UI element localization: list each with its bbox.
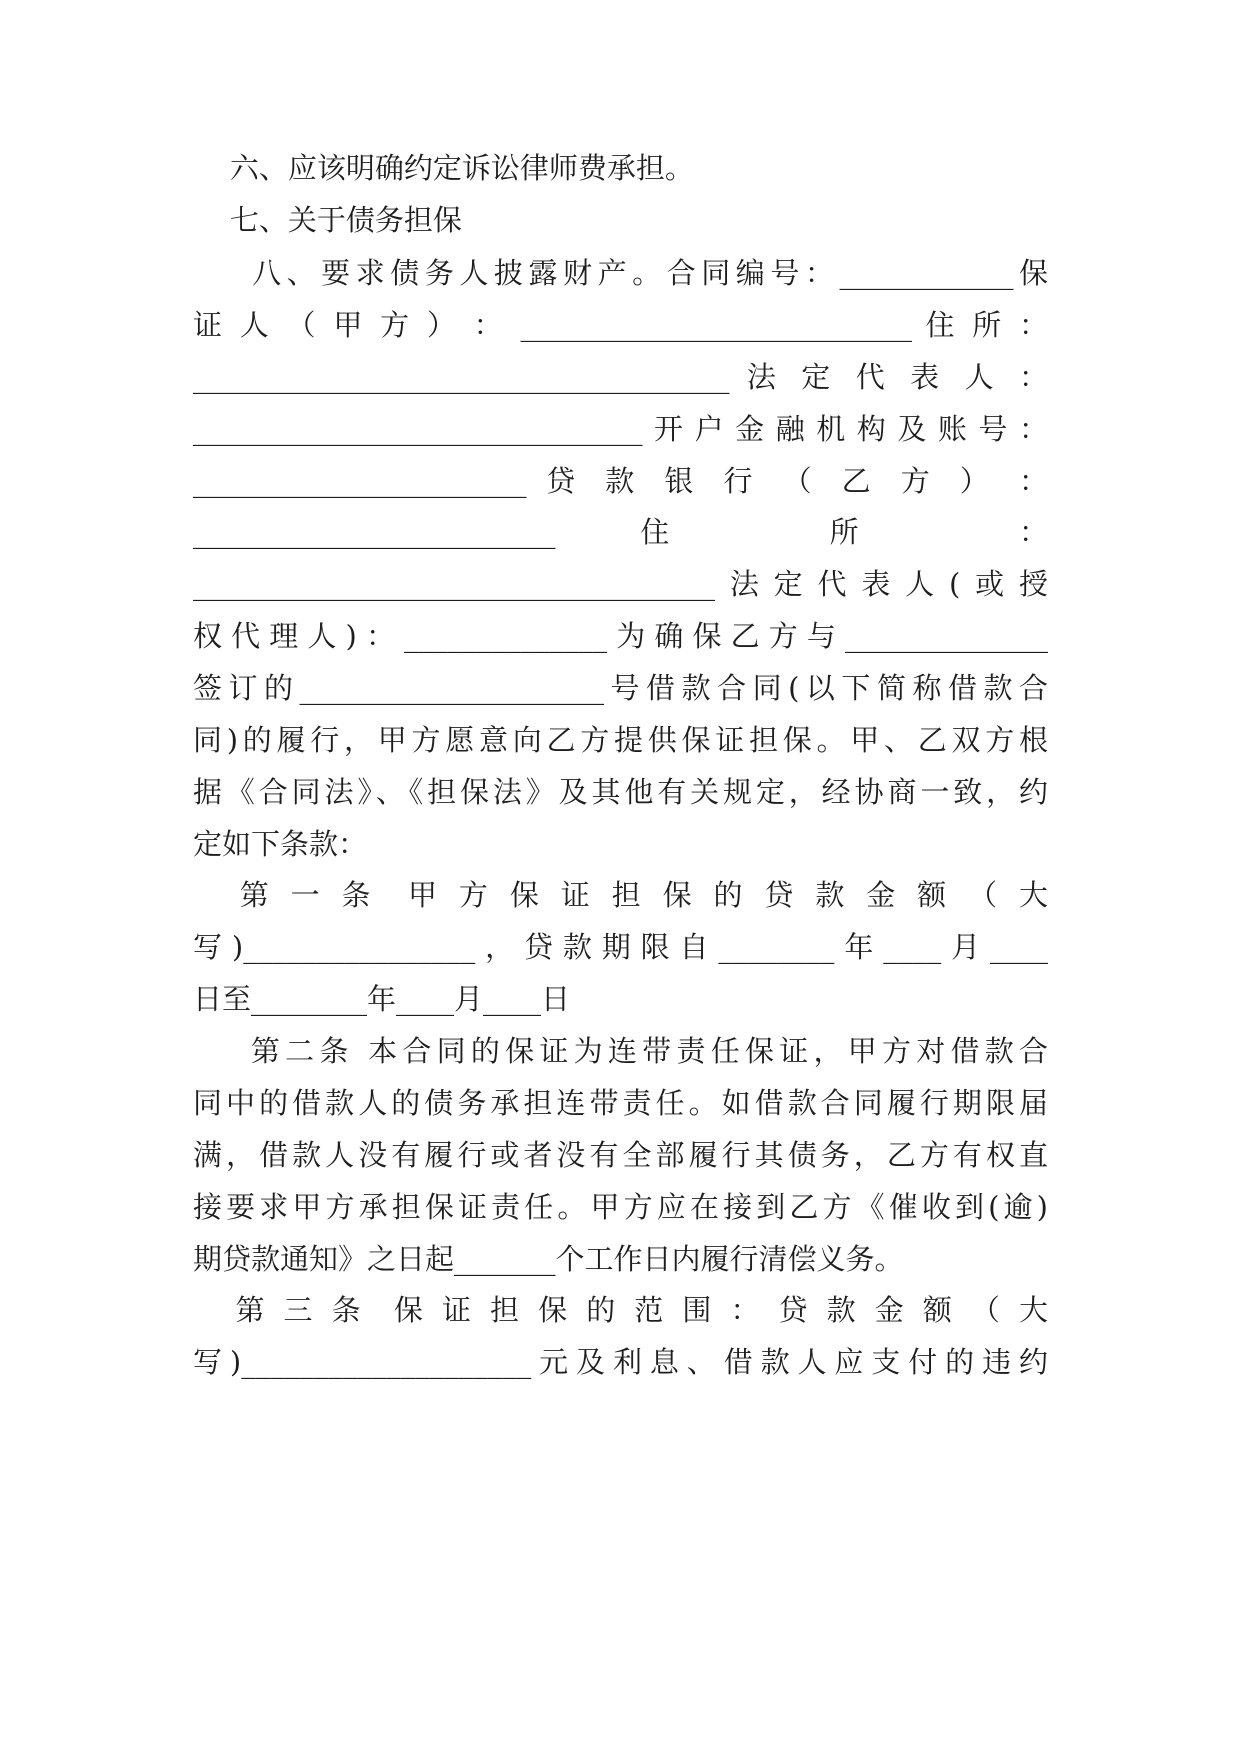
paragraph-line: 期贷款通知》之日起_______个工作日内履行清偿义务。 xyxy=(193,1242,904,1276)
paragraph-line: 第二条 本合同的保证为连带责任保证，甲方对借款合 xyxy=(193,1034,1048,1068)
paragraph-line: 六、应该明确约定诉讼律师费承担。 xyxy=(193,151,694,185)
paragraph-line: 同中的借款人的债务承担连带责任。如借款合同履行期限届 xyxy=(193,1086,1048,1120)
paragraph-line: 日至________年____月____日 xyxy=(193,982,571,1016)
paragraph-line: 定如下条款： xyxy=(193,827,368,861)
paragraph-line: 满，借款人没有履行或者没有全部履行其债务，乙方有权直 xyxy=(193,1138,1048,1172)
paragraph-line: 七、关于债务担保 xyxy=(193,203,462,237)
paragraph-line: _______________________________开户金融机构及账号： xyxy=(193,412,1048,446)
paragraph-line: 接要求甲方承担保证责任。甲方应在接到乙方《催收到(逾) xyxy=(193,1190,1048,1224)
paragraph-line: 证 人 （ 甲 方 ） ： ___________________________ 住 所 ： xyxy=(193,308,1048,342)
paragraph-line: 第 一 条 甲 方 保 证 担 保 的 贷 款 金 额 （ 大 xyxy=(193,878,1048,912)
paragraph-line: 写)________________，贷款期限自________年____月____ xyxy=(193,930,1048,964)
paragraph-line: _________________________ 住 所 ： xyxy=(193,515,1048,549)
paragraph-line: _______________________ 贷 款 银 行 （ 乙 方 ） ： xyxy=(193,464,1048,498)
paragraph-line: ____________________________________法定代表人(或授 xyxy=(193,567,1048,601)
paragraph-line: 权代理人)：______________为确保乙方与______________ xyxy=(193,619,1048,653)
paragraph-line: _____________________________________ 法 定 代 表 人 ： xyxy=(193,360,1048,394)
paragraph-line: 同)的履行，甲方愿意向乙方提供保证担保。甲、乙双方根 xyxy=(193,723,1048,757)
paragraph-line: 据《合同法》、《担保法》及其他有关规定，经协商一致，约 xyxy=(193,775,1048,809)
paragraph-line: 写)____________________元及利息、借款人应支付的违约 xyxy=(193,1345,1048,1379)
paragraph-line: 签订的_____________________号借款合同(以下简称借款合 xyxy=(193,671,1048,705)
paragraph-line: 八、要求债务人披露财产。合同编号：____________保 xyxy=(193,256,1048,290)
paragraph-line: 第 三 条 保 证 担 保 的 范 围 ： 贷 款 金 额 （ 大 xyxy=(193,1293,1048,1327)
